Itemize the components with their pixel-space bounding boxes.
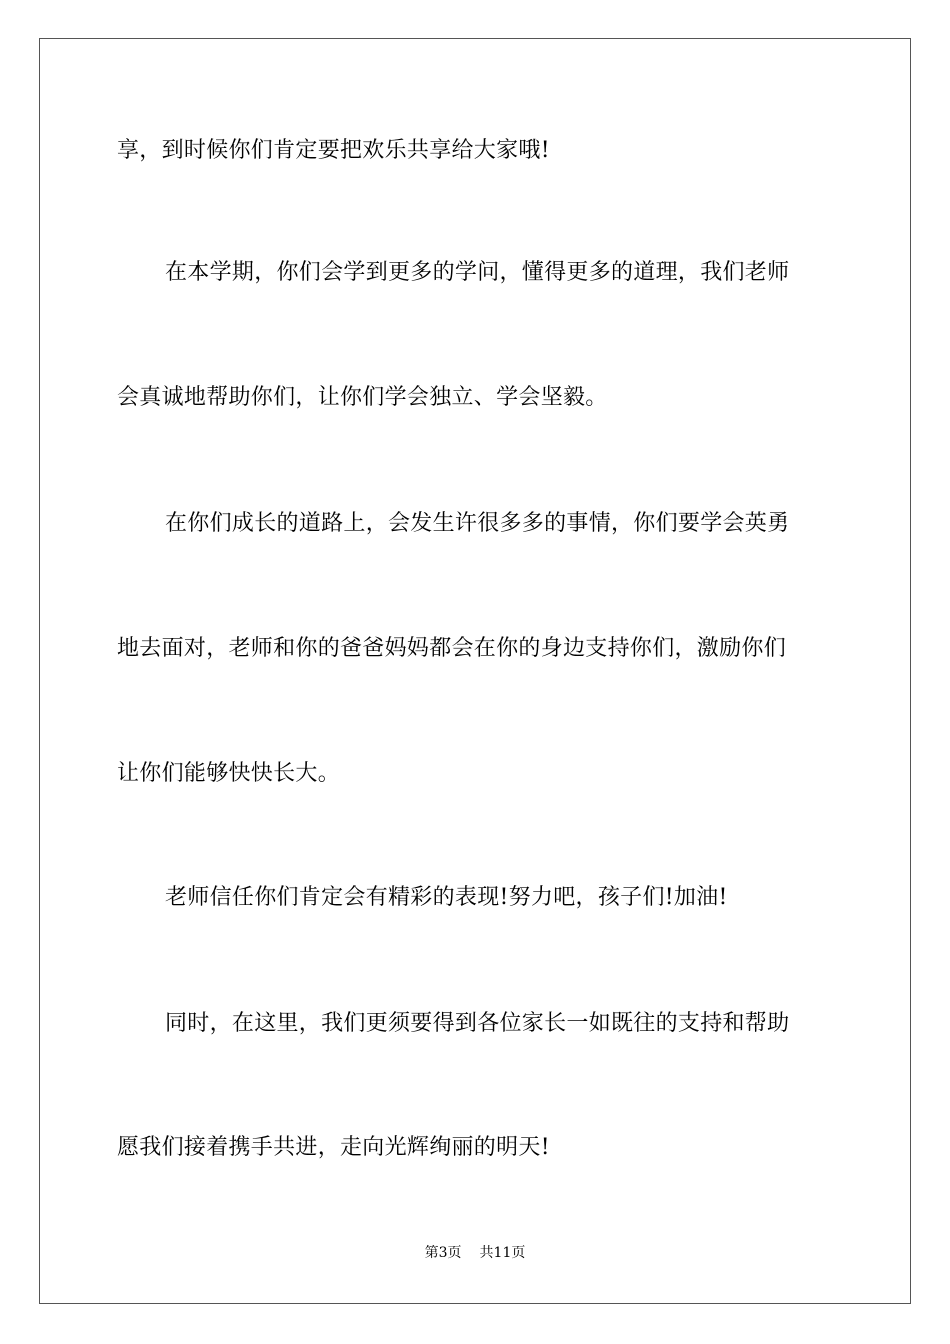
page-total: 共11页 [479, 1245, 526, 1261]
paragraph-line: 老师信任你们肯定会有精彩的表现!努力吧，孩子们!加油! [165, 885, 728, 910]
paragraph-line: 在你们成长的道路上，会发生许很多多的事情，你们要学会英勇 [165, 511, 790, 536]
paragraph-line: 同时，在这里，我们更须要得到各位家长一如既往的支持和帮助 [165, 1011, 790, 1036]
paragraph-line: 会真诚地帮助你们，让你们学会独立、学会坚毅。 [117, 385, 608, 410]
paragraph-line: 让你们能够快快长大。 [117, 761, 341, 786]
page-frame [39, 38, 911, 1304]
paragraph-line: 地去面对，老师和你的爸爸妈妈都会在你的身边支持你们，激励你们 [117, 636, 787, 661]
paragraph-line: 愿我们接着携手共进，走向光辉绚丽的明天! [117, 1135, 550, 1160]
page-footer [0, 1244, 950, 1262]
paragraph-line: 享，到时候你们肯定要把欢乐共享给大家哦! [117, 138, 550, 163]
page-number: 第3页 [424, 1245, 462, 1261]
paragraph-line: 在本学期，你们会学到更多的学问，懂得更多的道理，我们老师 [165, 260, 790, 285]
